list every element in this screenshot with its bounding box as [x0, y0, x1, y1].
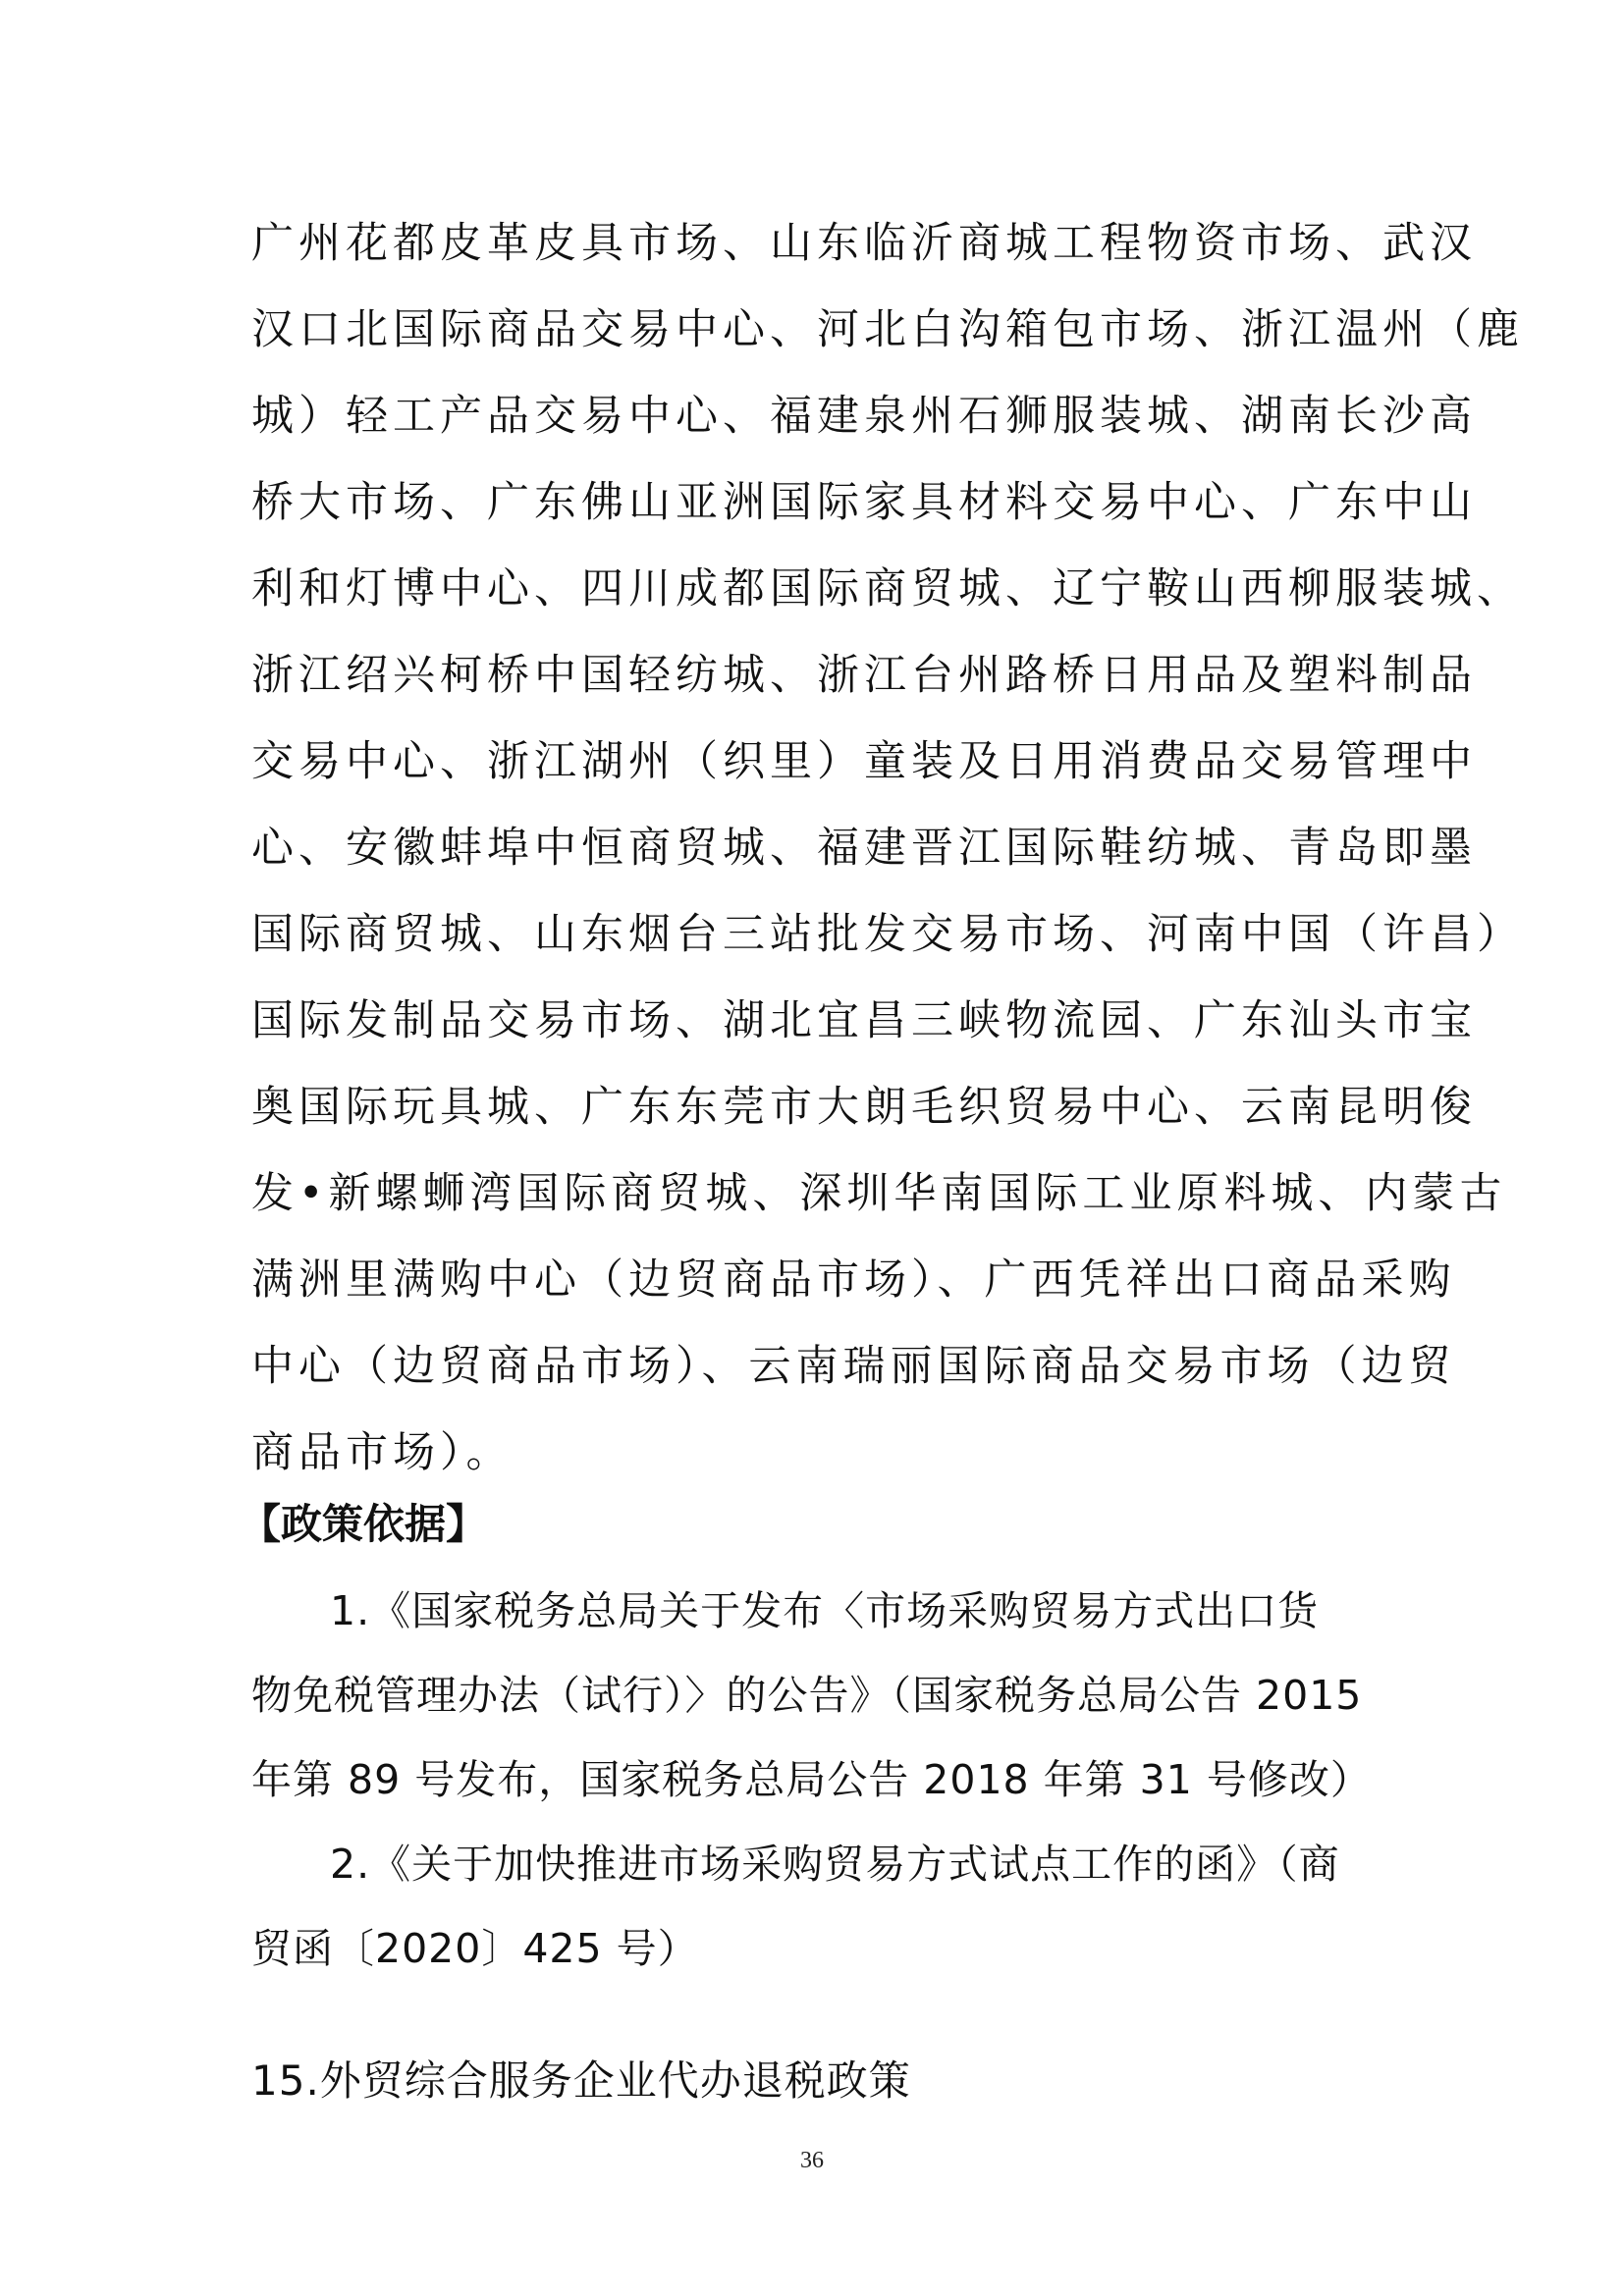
policy-basis-line: 贸函〔2020〕425 号） — [251, 1925, 699, 1972]
next-item-heading: 15.外贸综合服务企业代办退税政策 — [251, 2056, 911, 2105]
paragraph-line: 发•新螺蛳湾国际商贸城、深圳华南国际工业原料城、内蒙古 — [251, 1169, 1507, 1218]
page-number: 36 — [800, 2148, 824, 2173]
paragraph-line: 国际商贸城、山东烟台三站批发交易市场、河南中国（许昌） — [251, 910, 1524, 959]
policy-basis-line: 1.《国家税务总局关于发布〈市场采购贸易方式出口货 — [330, 1587, 1320, 1634]
policy-basis-list — [251, 1569, 1390, 1991]
paragraph-line: 商品市场）。 — [251, 1428, 514, 1477]
paragraph-line: 奥国际玩具城、广东东莞市大朗毛织贸易中心、云南昆明俊 — [251, 1083, 1477, 1132]
paragraph-line: 城）轻工产品交易中心、福建泉州石狮服装城、湖南长沙高 — [251, 392, 1477, 441]
paragraph-line: 满洲里满购中心（边贸商品市场）、广西凭祥出口商品采购 — [251, 1255, 1456, 1305]
paragraph-line: 国际发制品交易市场、湖北宜昌三峡物流园、广东汕头市宝 — [251, 996, 1477, 1045]
paragraph-line: 桥大市场、广东佛山亚洲国际家具材料交易中心、广东中山 — [251, 478, 1477, 527]
paragraph-line: 汉口北国际商品交易中心、河北白沟箱包市场、浙江温州（鹿 — [251, 305, 1524, 354]
policy-basis-line: 年第 89 号发布，国家税务总局公告 2018 年第 31 号修改） — [251, 1756, 1372, 1803]
policy-basis-heading: 【政策依据】 — [240, 1500, 488, 1548]
paragraph-line: 利和灯博中心、四川成都国际商贸城、辽宁鞍山西柳服装城、 — [251, 564, 1524, 614]
paragraph-line: 广州花都皮革皮具市场、山东临沂商城工程物资市场、武汉 — [251, 219, 1477, 268]
paragraph-line: 浙江绍兴柯桥中国轻纺城、浙江台州路桥日用品及塑料制品 — [251, 651, 1477, 700]
paragraph-line: 中心（边贸商品市场）、云南瑞丽国际商品交易市场（边贸 — [251, 1342, 1456, 1391]
policy-basis-item-1 — [251, 1569, 1390, 1822]
paragraph-line: 心、安徽蚌埠中恒商贸城、福建晋江国际鞋纺城、青岛即墨 — [251, 824, 1477, 873]
market-list-paragraph — [251, 200, 1524, 1496]
policy-basis-line: 物免税管理办法（试行）〉的公告》（国家税务总局公告 2015 — [251, 1672, 1363, 1719]
policy-basis-line: 2.《关于加快推进市场采购贸易方式试点工作的函》（商 — [330, 1841, 1340, 1888]
paragraph-line: 交易中心、浙江湖州（织里）童装及日用消费品交易管理中 — [251, 737, 1477, 786]
policy-basis-item-2 — [251, 1822, 1390, 1991]
